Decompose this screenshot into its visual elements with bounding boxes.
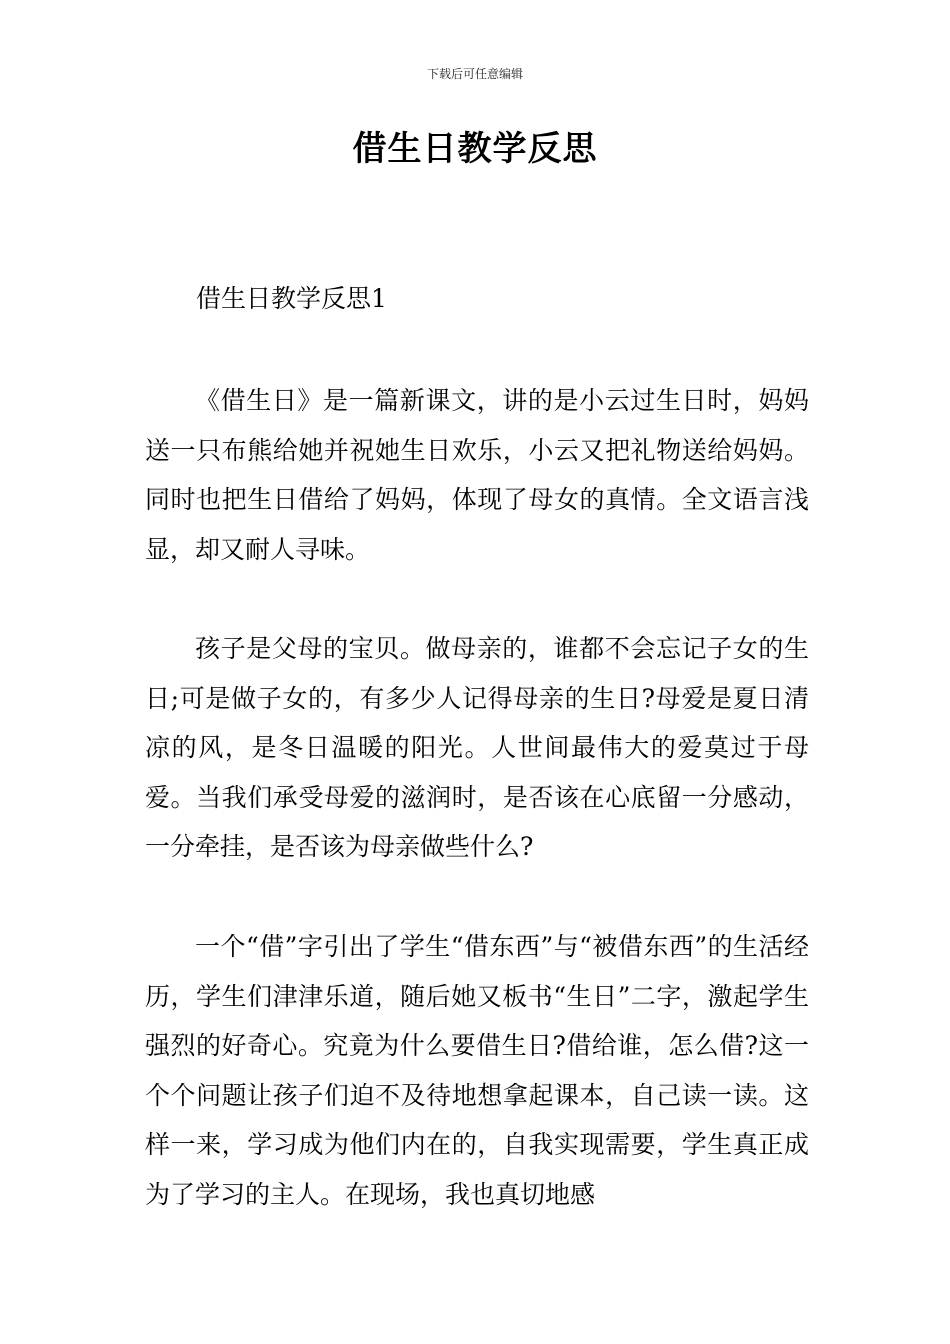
header-note: 下载后可任意编辑 [426, 67, 523, 81]
paragraph-2: 孩子是父母的宝贝。做母亲的，谁都不会忘记子女的生日;可是做子女的，有多少人记得母亲的生日?母爱是夏日清凉的风，是冬日温暖的阳光。人世间最伟大的爱莫过于母爱。当我们承受母爱的滋润时，是否该在心底留一分感动，一分牵挂，是否该为母亲做些什么? [145, 634, 809, 862]
paragraph-1: 《借生日》是一篇新课文，讲的是小云过生日时，妈妈送一只布熊给她并祝她生日欢乐，小云又把礼物送给妈妈。同时也把生日借给了妈妈，体现了母女的真情。全文语言浅显，却又耐人寻味。 [145, 386, 809, 564]
paragraph-3: 一个“借”字引出了学生“借东西”与“被借东西”的生活经历，学生们津津乐道，随后她又板书“生日”二字，激起学生强烈的好奇心。究竟为什么要借生日?借给谁，怎么借?这一个个问题让孩子们迫不及待地想拿起课本，自己读一读。这样一来，学习成为他们内在的，自我实现需要，学生真正成为了学习的主人。在现场，我也真切地感 [145, 932, 809, 1209]
section-heading: 借生日教学反思1 [196, 284, 387, 313]
document-title: 借生日教学反思 [352, 129, 598, 169]
